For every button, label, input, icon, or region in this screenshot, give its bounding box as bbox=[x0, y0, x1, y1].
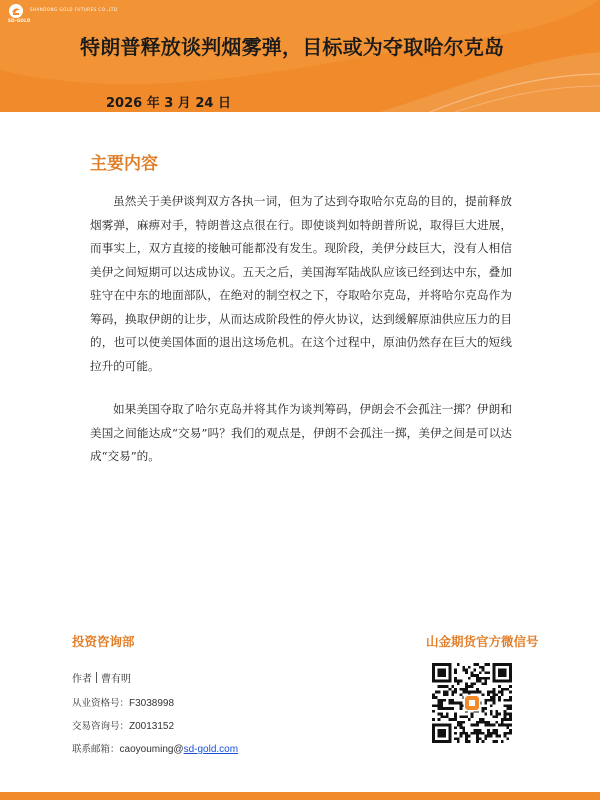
consult-value: Z0013152 bbox=[129, 721, 175, 732]
consult-row bbox=[72, 718, 174, 732]
body-paragraph-1: 虽然关于美伊谈判双方各执一词，但为了达到夺取哈尔克岛的目的，提前释放烟雾弹，麻痹对手，特朗普这点很在行。即使谈判如特朗普所说，取得巨大进展，而事实上，双方直接的接触可能都没有发生。现阶段，美伊分歧巨大，没有人相信美伊之间短期可以达成协议。五天之后，美国海军陆战队应该已经到达中东，叠加驻守在中东的地面部队，在绝对的制空权之下，夺取哈尔克岛，并将哈尔克岛作为筹码，换取伊朗的让步，从而达成阶段性的停火协议，达到缓解原油供应压力的目的，也可以使美国体面的退出这场危机。在这个过程中，原油仍然存在巨大的短线拉升的可能。 bbox=[90, 194, 512, 373]
email-link[interactable] bbox=[120, 744, 239, 755]
wechat-title: 山金期货官方微信号 bbox=[426, 634, 539, 649]
report-header bbox=[0, 0, 600, 112]
logo-subtext: SHANDONG GOLD FUTURES CO.,LTD bbox=[30, 7, 118, 12]
email-label: 联系邮箱： bbox=[72, 744, 120, 755]
license-label: 从业资格号： bbox=[72, 698, 130, 709]
license-value: F3038998 bbox=[129, 698, 175, 709]
email-row bbox=[72, 741, 238, 755]
footer-bar bbox=[0, 792, 600, 800]
department-name: 投资咨询部 bbox=[72, 634, 135, 649]
email-domain: sd-gold.com bbox=[183, 744, 239, 755]
author-label: 作者 bbox=[72, 674, 92, 685]
license-row bbox=[72, 695, 174, 709]
report-title: 特朗普释放谈判烟雾弹，目标或为夺取哈尔克岛 bbox=[80, 35, 505, 59]
author-divider bbox=[96, 672, 97, 683]
body-paragraph-2: 如果美国夺取了哈尔克岛并将其作为谈判筹码，伊朗会不会孤注一掷？伊朗和美国之间能达成“交易”吗？我们的观点是，伊朗不会孤注一掷，美伊之间是可以达成“交易”的。 bbox=[90, 402, 512, 463]
consult-label: 交易咨询号： bbox=[72, 721, 130, 732]
company-logo bbox=[8, 3, 128, 23]
section-title: 主要内容 bbox=[90, 154, 158, 174]
author-row bbox=[72, 670, 131, 685]
author-name: 曹有明 bbox=[101, 674, 131, 685]
email-user: caoyouming@ bbox=[119, 744, 184, 755]
wechat-qr-code bbox=[432, 663, 512, 743]
report-date: 2026 年 3 月 24 日 bbox=[106, 96, 231, 111]
logo-mark-icon bbox=[8, 3, 24, 19]
logo-text: SD-GOLD bbox=[8, 18, 31, 23]
